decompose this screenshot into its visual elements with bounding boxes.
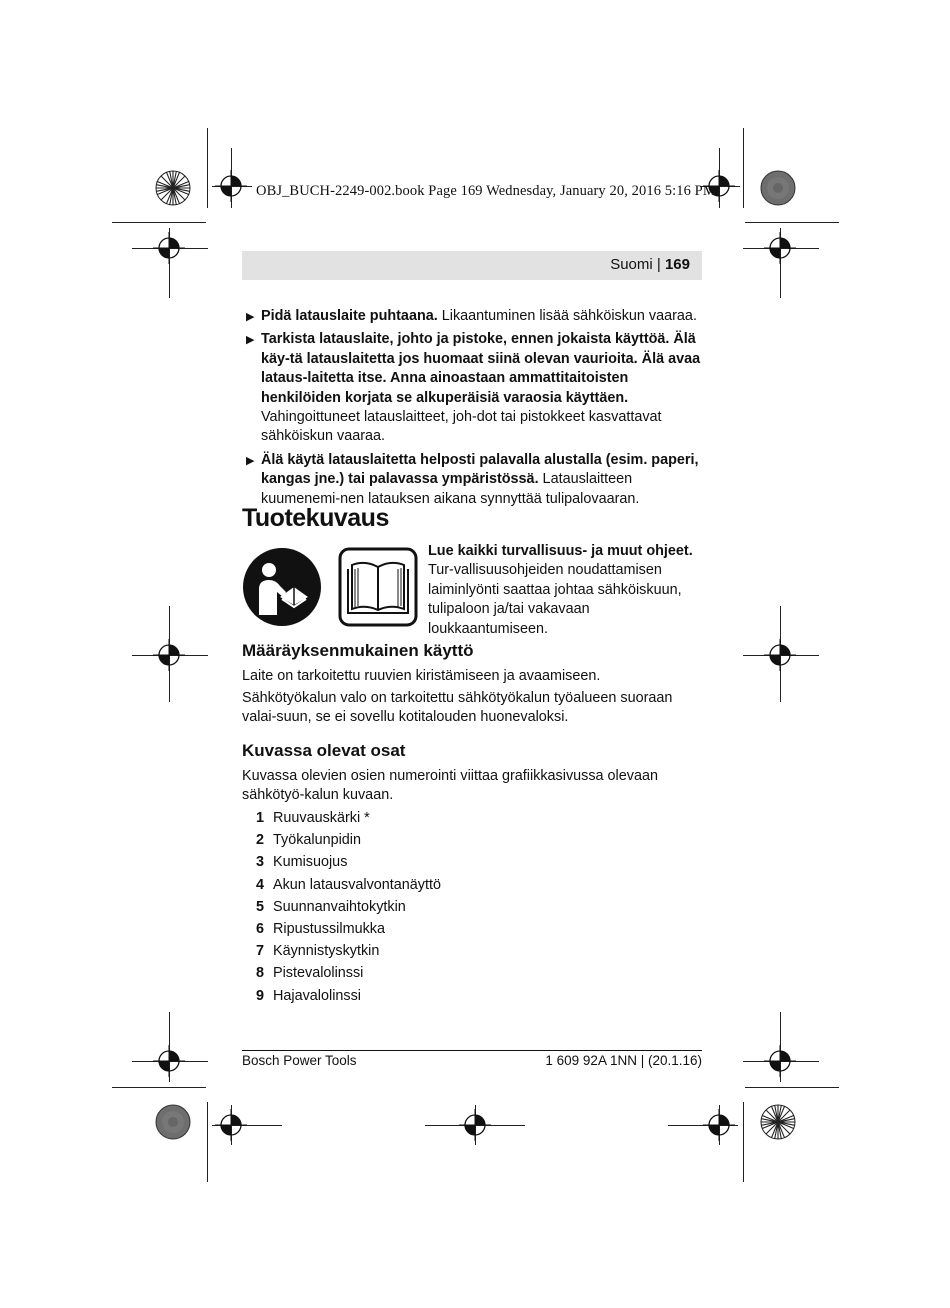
bullet-text: Likaantuminen lisää sähköiskun vaaraa. xyxy=(437,308,697,324)
registration-mark-icon xyxy=(459,1109,491,1141)
intended-use-p1: Laite on tarkoitettu ruuvien kiristämiseen ja avaamiseen. xyxy=(242,668,601,684)
bullet-item xyxy=(244,451,706,509)
warning-body: Tur-vallisuusohjeiden noudattamisen laiminlyönti saattaa johtaa sähköiskuun, tulipaloon ja/tai vakavaan loukkaantumiseen. xyxy=(428,562,682,637)
item-number: 4 xyxy=(255,876,264,893)
components-heading: Kuvassa olevat osat xyxy=(242,741,406,760)
read-manual-person-icon xyxy=(242,547,322,627)
header-language: Suomi xyxy=(610,256,653,273)
header-page-number: 169 xyxy=(664,256,690,273)
item-number: 5 xyxy=(255,898,264,915)
bullet-bold: Pidä latauslaite puhtaana. xyxy=(261,308,438,324)
footer-rule xyxy=(242,1050,702,1051)
item-number: 7 xyxy=(255,943,264,960)
item-label: Työkalunpidin xyxy=(273,832,362,849)
item-label: Pistevalolinssi xyxy=(273,965,364,982)
registration-mark-icon xyxy=(153,639,185,671)
bullet-text: Latauslaitteen kuumenemi-nen latauksen aikana synnyttää tulipalovaaran. xyxy=(261,471,640,507)
item-label: Suunnanvaihtokytkin xyxy=(273,898,406,915)
item-label: Hajavalolinssi xyxy=(273,987,361,1004)
item-label: Akun latausvalvontanäyttö xyxy=(273,876,442,893)
starburst-wheel-icon xyxy=(155,170,191,206)
footer-doc-id: 1 609 92A 1NN | (20.1.16) xyxy=(545,1053,702,1068)
registration-mark-icon xyxy=(703,1109,735,1141)
item-label: Ripustussilmukka xyxy=(273,920,385,937)
bullet-text: Vahingoittuneet latauslaitteet, joh-dot tai pistokkeet kasvattavat sähköiskun vaaraa. xyxy=(261,409,662,445)
item-number: 1 xyxy=(255,810,264,826)
registration-mark-icon xyxy=(764,1045,796,1077)
gray-density-wheel-icon xyxy=(155,1104,191,1140)
bullet-item xyxy=(244,307,706,326)
item-label: Ruuvauskärki * xyxy=(273,810,370,826)
header-text xyxy=(610,256,690,273)
triangle-bullet-icon: ▶ xyxy=(246,454,255,467)
safety-bullets xyxy=(244,307,706,513)
registration-mark-icon xyxy=(153,232,185,264)
open-book-icon xyxy=(338,547,418,627)
registration-mark-icon xyxy=(215,1109,247,1141)
triangle-bullet-icon: ▶ xyxy=(246,334,255,347)
registration-mark-icon xyxy=(153,1045,185,1077)
registration-mark-icon xyxy=(764,232,796,264)
print-slug: OBJ_BUCH-2249-002.book Page 169 Wednesday, January 20, 2016 5:16 PM xyxy=(256,183,716,199)
item-number: 6 xyxy=(255,920,264,937)
components-intro: Kuvassa olevien osien numerointi viittaa grafiikkasivussa olevaan sähkötyö-kalun kuvaan. xyxy=(242,768,658,804)
bullet-bold: Älä käytä latauslaitetta helposti palavalla alustalla (esim. paperi, kangas jne.) tai palavassa ympäristössä. xyxy=(261,451,699,488)
section-title: Tuotekuvaus xyxy=(242,504,389,532)
footer-brand: Bosch Power Tools xyxy=(242,1053,357,1068)
registration-mark-icon xyxy=(764,639,796,671)
registration-mark-icon xyxy=(215,170,247,202)
warning-bold: Lue kaikki turvallisuus- ja muut ohjeet. xyxy=(428,543,693,559)
item-label: Käynnistyskytkin xyxy=(273,943,380,960)
bullet-bold: Tarkista latauslaite, johto ja pistoke, ennen jokaista käyttöä. Älä käy-tä latauslaitetta jos huomaat siinä olevan vaurioita. Älä avaa lataus-laitetta itse. Anna ainoastaan ammattitaitoisten henkilöiden korjata se alkuperäisiä varaosia käyttäen. xyxy=(261,331,701,406)
starburst-wheel-icon xyxy=(760,1104,796,1140)
intended-use-p2: Sähkötyökalun valo on tarkoitettu sähkötyökalun työalueen suoraan valai-suun, se ei sovellu kotitalouden huonevaloksi. xyxy=(242,690,673,726)
item-number: 9 xyxy=(255,987,264,1004)
item-number: 8 xyxy=(255,965,264,982)
header-separator: | xyxy=(656,256,661,273)
intended-use-heading: Määräyksenmukainen käyttö xyxy=(242,641,474,660)
gray-density-wheel-icon xyxy=(760,170,796,206)
item-number: 2 xyxy=(255,832,264,849)
page-header xyxy=(242,251,702,280)
item-label: Kumisuojus xyxy=(273,854,348,871)
bullet-item xyxy=(244,330,706,446)
general-warning-text xyxy=(428,542,704,639)
triangle-bullet-icon: ▶ xyxy=(246,311,255,323)
item-number: 3 xyxy=(255,854,264,871)
